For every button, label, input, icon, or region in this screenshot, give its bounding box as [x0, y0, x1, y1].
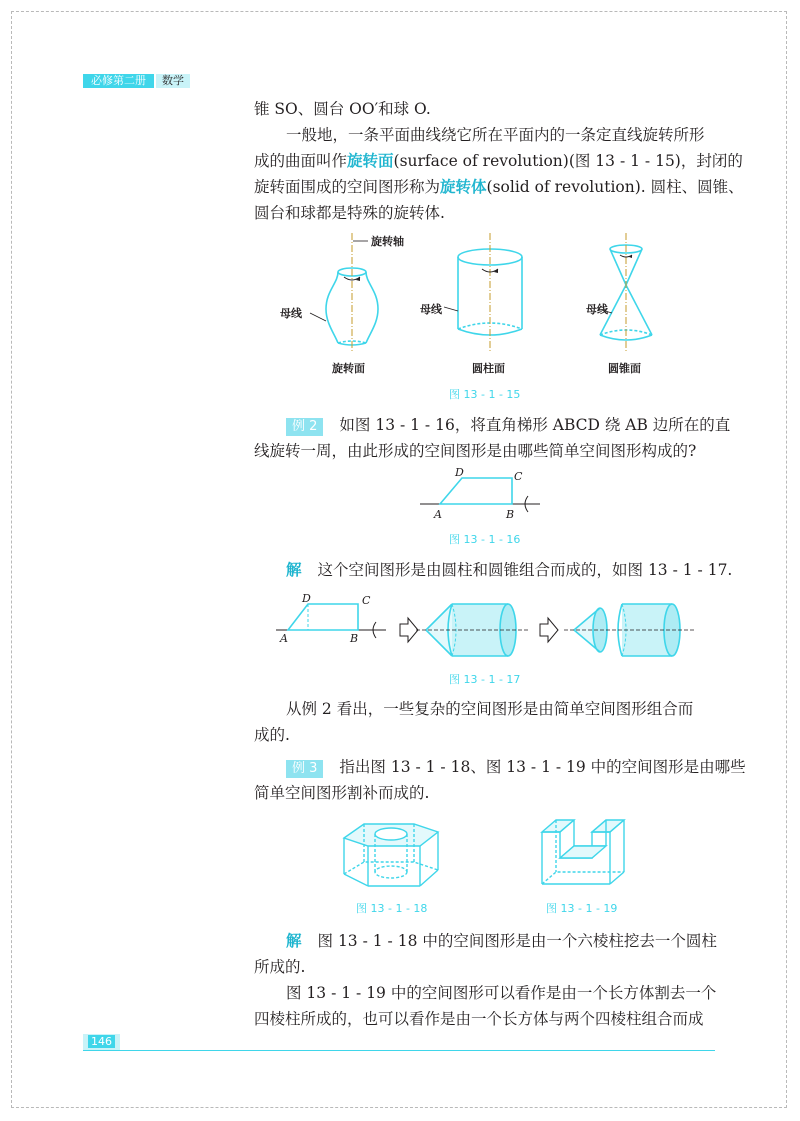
paragraph-intro-end	[254, 96, 714, 122]
text-line: 圆台和球都是特殊的旋转体.	[254, 204, 445, 222]
keyword-surface-of-revolution: 旋转面	[347, 151, 394, 170]
point-d: D	[455, 466, 464, 479]
text-segment: 这个空间图形是由圆柱和圆锥组合而成的，如图 13 - 1 - 17.	[317, 561, 733, 579]
figure-13-1-17	[276, 590, 706, 665]
figure-13-1-19	[538, 814, 638, 896]
caption-fig-13-1-18: 图 13 - 1 - 18	[356, 902, 428, 915]
label-generatrix-2: 母线	[420, 303, 442, 316]
text-line	[254, 174, 744, 200]
paragraph-definition	[254, 122, 744, 226]
arrow-icon	[540, 618, 558, 642]
example-3-label: 例 3	[286, 760, 323, 778]
running-header	[83, 74, 190, 88]
point-a: A	[434, 508, 442, 521]
text-line	[254, 928, 717, 954]
text-line: 图 13 - 1 - 19 中的空间图形可以看作是由一个长方体割去一个	[286, 984, 717, 1002]
caption-fig-13-1-17: 图 13 - 1 - 17	[449, 673, 521, 686]
subject-tag: 数学	[156, 74, 190, 88]
label-generatrix-1: 母线	[280, 307, 302, 320]
point-c: C	[514, 470, 523, 483]
point-b: B	[506, 508, 515, 521]
example-2	[254, 412, 731, 464]
point-a-2: A	[280, 632, 288, 645]
text-line: 所成的.	[254, 958, 306, 976]
text-segment: (surface of revolution)(图 13 - 1 - 15)，封闭的	[393, 152, 743, 170]
text-line: 一般地，一条平面曲线绕它所在平面内的一条定直线旋转所形	[286, 126, 705, 144]
footer-rule	[83, 1050, 715, 1051]
label-rotation-axis: 旋转轴	[371, 235, 404, 248]
caption-fig-13-1-19: 图 13 - 1 - 19	[546, 902, 618, 915]
example-3	[254, 754, 746, 806]
text-segment: 旋转面围成的空间图形称为	[254, 178, 441, 196]
text-line: 简单空间图形割补而成的.	[254, 784, 430, 802]
trapezoid-abcd-2	[288, 604, 358, 630]
text-line: 从例 2 看出，一些复杂的空间图形是由简单空间图形组合而	[286, 700, 694, 718]
example-2-label: 例 2	[286, 418, 323, 436]
solution-3-label: 解	[286, 931, 302, 950]
text-segment: 指出图 13 - 1 - 18、图 13 - 1 - 19 中的空间图形是由哪些	[339, 758, 746, 776]
text-segment: 图 13 - 1 - 18 中的空间图形是由一个六棱柱挖去一个圆柱	[317, 932, 717, 950]
name-surface-of-revolution: 旋转面	[332, 362, 365, 375]
figure-13-1-16	[420, 466, 550, 524]
arrow-icon	[400, 618, 418, 642]
text-line	[254, 754, 746, 780]
text-line: 锥 SO、圆台 OO′和球 O.	[254, 100, 431, 118]
name-conical-surface: 圆锥面	[608, 362, 641, 375]
caption-fig-13-1-15: 图 13 - 1 - 15	[449, 388, 521, 401]
label-generatrix-3: 母线	[586, 303, 608, 316]
text-segment: 成的曲面叫作	[254, 152, 348, 170]
text-line: 四棱柱所成的，也可以看作是由一个长方体与两个四棱柱组合而成	[254, 1010, 704, 1028]
text-line: 线旋转一周，由此形成的空间图形是由哪些简单空间图形构成的?	[254, 442, 697, 460]
paragraph-conclusion	[254, 696, 714, 748]
point-d-2: D	[302, 592, 311, 605]
caption-fig-13-1-16: 图 13 - 1 - 16	[449, 533, 521, 546]
text-line	[254, 412, 731, 438]
solution-2	[254, 557, 733, 583]
solution-2-label: 解	[286, 560, 302, 579]
figure-13-1-18	[338, 816, 448, 896]
text-segment: (solid of revolution). 圆柱、圆锥、	[486, 178, 744, 196]
book-tag: 必修第二册	[83, 74, 154, 88]
page-number: 146	[88, 1035, 115, 1048]
text-line	[254, 148, 743, 174]
name-cylindrical-surface: 圆柱面	[472, 362, 505, 375]
point-b-2: B	[350, 632, 359, 645]
point-c-2: C	[362, 594, 371, 607]
figure-13-1-15	[280, 225, 700, 380]
trapezoid-abcd	[440, 478, 512, 504]
keyword-solid-of-revolution: 旋转体	[440, 177, 487, 196]
text-segment: 如图 13 - 1 - 16，将直角梯形 ABCD 绕 AB 边所在的直	[339, 416, 731, 434]
solution-3	[254, 928, 717, 1032]
text-line: 成的.	[254, 726, 290, 744]
text-line	[254, 557, 733, 583]
